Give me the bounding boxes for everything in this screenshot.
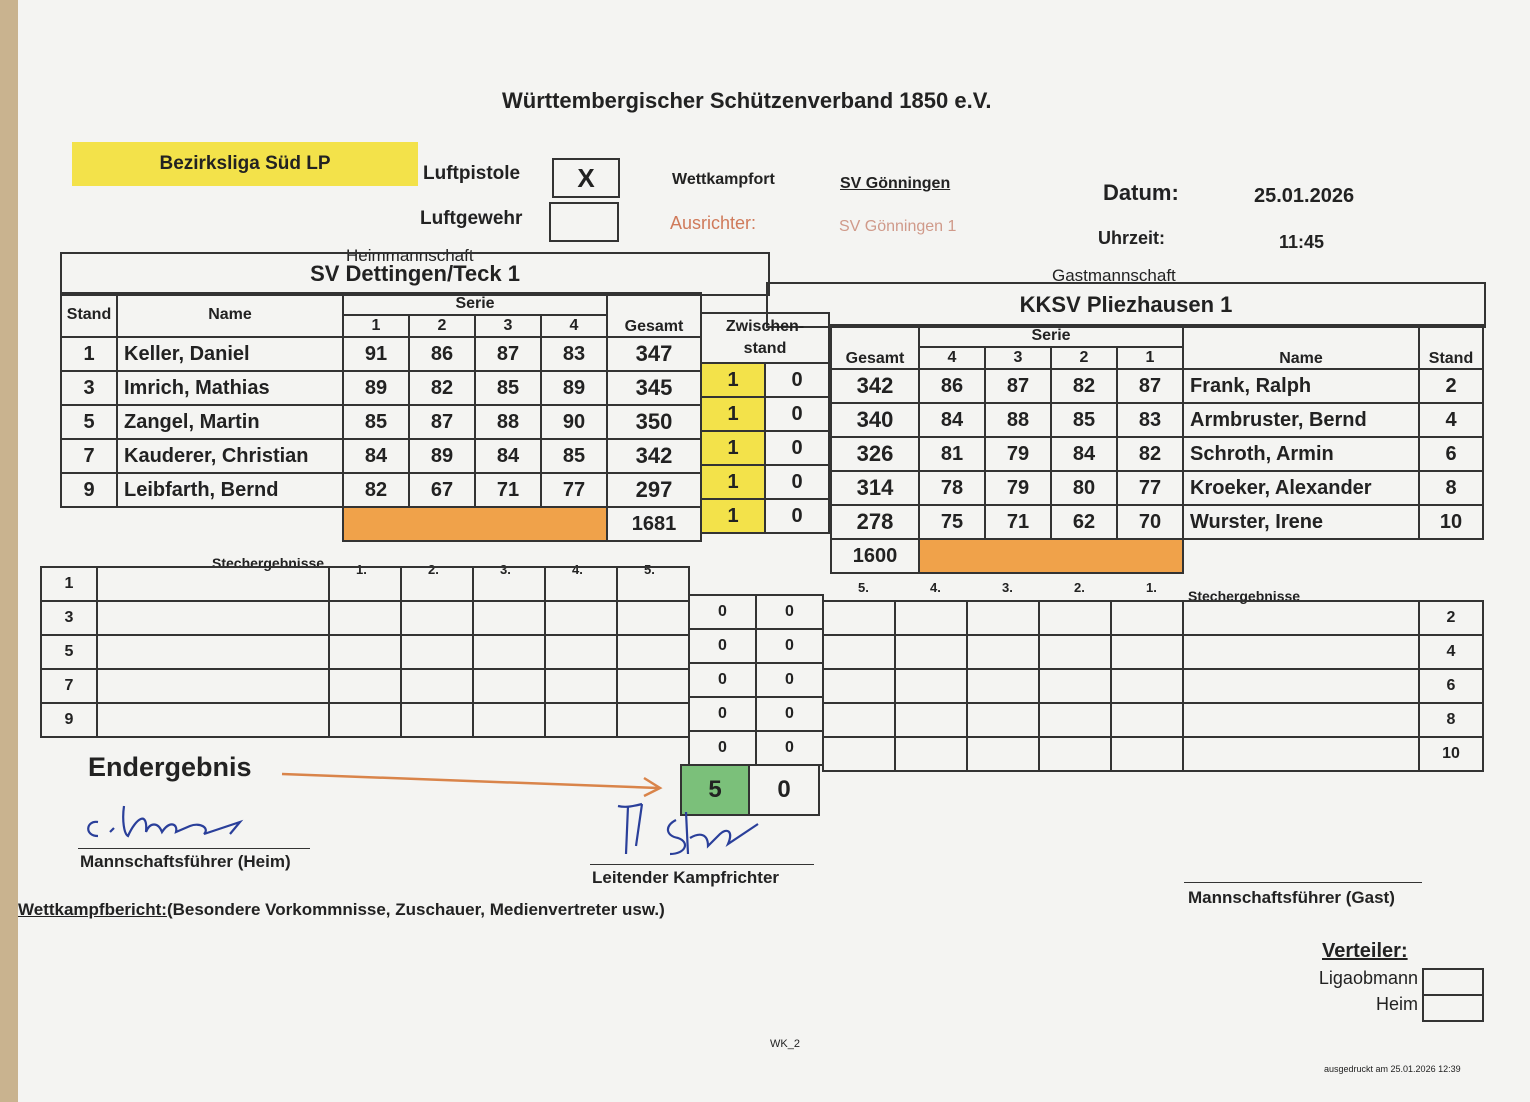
guest-team-total: 1600 <box>831 539 919 573</box>
guest-tiebreak-cell[interactable] <box>1111 703 1183 737</box>
tiebreak-col-label: 2. <box>1074 580 1085 595</box>
interim-home-point: 1 <box>701 363 765 397</box>
tiebreak-points-row <box>689 697 823 731</box>
referee-line <box>590 864 814 865</box>
final-home-score: 5 <box>680 764 750 816</box>
guest-serie-num: 4 <box>919 347 985 369</box>
home-tiebreak-cell[interactable] <box>401 567 473 601</box>
home-tiebreak-cell[interactable] <box>617 703 689 737</box>
home-captain-label: Mannschaftsführer (Heim) <box>80 852 291 871</box>
home-row <box>61 405 701 439</box>
final-result-label: Endergebnis <box>88 752 252 782</box>
date-value: 25.01.2026 <box>1254 185 1355 207</box>
guest-shooter-total: 340 <box>831 403 919 437</box>
org-title: Württembergischer Schützenverband 1850 e.V. <box>502 88 992 113</box>
guest-serie-score: 87 <box>1117 369 1183 403</box>
home-tiebreak-row <box>41 601 689 635</box>
home-serie-score: 91 <box>343 337 409 371</box>
home-tiebreak-cell[interactable] <box>617 669 689 703</box>
home-tiebreak-row <box>41 635 689 669</box>
guest-shooter-name: Armbruster, Bernd <box>1183 403 1419 437</box>
home-captain-signature <box>80 798 280 846</box>
home-tiebreak-cell[interactable] <box>473 669 545 703</box>
report-label: Wettkampfbericht: <box>18 900 167 919</box>
home-tiebreak-cell[interactable] <box>329 601 401 635</box>
interim-home-point: 1 <box>701 397 765 431</box>
venue-value: SV Gönningen <box>840 175 951 192</box>
guest-tiebreak-cell[interactable] <box>967 737 1039 771</box>
guest-tiebreak-cell[interactable] <box>967 669 1039 703</box>
tiebreak-guest-point: 0 <box>756 663 823 697</box>
guest-tiebreak-cell[interactable] <box>1039 669 1111 703</box>
home-tiebreak-cell[interactable] <box>329 703 401 737</box>
guest-tiebreak-row <box>823 601 1483 635</box>
tiebreak-col-label: 1. <box>1146 580 1157 595</box>
guest-serie-num: 2 <box>1051 347 1117 369</box>
tiebreak-col-label: 5. <box>644 562 655 577</box>
tiebreak-points-row <box>689 595 823 629</box>
tiebreak-home-point: 0 <box>689 697 756 731</box>
guest-shooter-name: Schroth, Armin <box>1183 437 1419 471</box>
home-tiebreak-cell[interactable] <box>401 703 473 737</box>
home-serie-score: 87 <box>409 405 475 439</box>
tiebreak-col-label: 1. <box>356 562 367 577</box>
home-serie-score: 86 <box>409 337 475 371</box>
home-serie-score: 87 <box>475 337 541 371</box>
league-badge: Bezirksliga Süd LP <box>72 142 418 186</box>
interim-guest-point: 0 <box>765 465 829 499</box>
home-shooter-total: 347 <box>607 337 701 371</box>
guest-serie-score: 79 <box>985 471 1051 505</box>
home-tiebreak-stand: 9 <box>41 703 97 737</box>
form-id: WK_2 <box>770 1038 800 1050</box>
host-label: Ausrichter: <box>670 213 757 233</box>
guest-tiebreak-cell[interactable] <box>823 737 895 771</box>
guest-tiebreak-cell[interactable] <box>895 737 967 771</box>
discipline-lp-label: Luftpistole <box>423 163 521 184</box>
tiebreak-points-row <box>689 663 823 697</box>
home-sum-bar <box>343 507 607 541</box>
guest-col-name: Name <box>1183 325 1419 369</box>
tiebreak-guest-point: 0 <box>756 629 823 663</box>
guest-tiebreak-cell[interactable] <box>1111 635 1183 669</box>
guest-tiebreak-cell[interactable] <box>895 601 967 635</box>
guest-tiebreak-cell[interactable] <box>1039 703 1111 737</box>
home-serie-score: 77 <box>541 473 607 507</box>
home-tiebreak-stand: 1 <box>41 567 97 601</box>
guest-tiebreak-stand: 8 <box>1419 703 1483 737</box>
home-tiebreak-cell[interactable] <box>545 669 617 703</box>
guest-row <box>831 369 1483 403</box>
guest-row <box>831 505 1483 539</box>
home-stand: 9 <box>61 473 117 507</box>
guest-tiebreak-row <box>823 669 1483 703</box>
distribution-item-ligaobmann: Ligaobmann <box>1318 968 1418 988</box>
guest-shooter-total: 278 <box>831 505 919 539</box>
guest-tiebreak-cell[interactable] <box>1183 737 1419 771</box>
guest-tiebreak-row <box>823 703 1483 737</box>
host-value: SV Gönningen 1 <box>839 218 957 235</box>
guest-stand: 4 <box>1419 403 1483 437</box>
guest-captain-label: Mannschaftsführer (Gast) <box>1188 888 1395 907</box>
guest-tiebreak-cell[interactable] <box>1039 601 1111 635</box>
home-team-name: SV Dettingen/Teck 1 <box>60 252 770 296</box>
interim-guest-point: 0 <box>765 363 829 397</box>
interim-row <box>701 431 829 465</box>
final-guest-score: 0 <box>748 764 820 816</box>
guest-tiebreak-table <box>822 600 1484 772</box>
home-tiebreak-cell[interactable] <box>97 669 329 703</box>
distribution-checkbox-ligaobmann[interactable] <box>1422 968 1484 996</box>
home-tiebreak-cell[interactable] <box>329 635 401 669</box>
discipline-lg-checkbox[interactable] <box>549 202 619 242</box>
guest-tiebreak-cell[interactable] <box>1183 601 1419 635</box>
guest-col-serie: Serie <box>919 325 1183 347</box>
guest-serie-score: 86 <box>919 369 985 403</box>
home-tiebreak-cell[interactable] <box>97 703 329 737</box>
home-serie-score: 90 <box>541 405 607 439</box>
home-serie-score: 89 <box>541 371 607 405</box>
tiebreak-guest-point: 0 <box>756 731 823 765</box>
guest-tiebreak-cell[interactable] <box>895 669 967 703</box>
report-line <box>18 900 665 920</box>
tiebreak-points-row <box>689 629 823 663</box>
home-tiebreak-cell[interactable] <box>617 635 689 669</box>
home-row <box>61 439 701 473</box>
interim-row <box>701 363 829 397</box>
guest-captain-line <box>1184 882 1422 883</box>
tiebreak-home-point: 0 <box>689 629 756 663</box>
home-shooter-name: Zangel, Martin <box>117 405 343 439</box>
interim-row <box>701 499 829 533</box>
discipline-lp-checkbox[interactable]: X <box>552 158 620 198</box>
tiebreak-home-point: 0 <box>689 595 756 629</box>
guest-tiebreak-cell[interactable] <box>823 635 895 669</box>
guest-tiebreak-cell[interactable] <box>1183 703 1419 737</box>
home-tiebreak-stand: 3 <box>41 601 97 635</box>
home-team-total: 1681 <box>607 507 701 541</box>
home-tiebreak-cell[interactable] <box>473 601 545 635</box>
guest-serie-score: 80 <box>1051 471 1117 505</box>
guest-serie-score: 88 <box>985 403 1051 437</box>
guest-shooter-name: Wurster, Irene <box>1183 505 1419 539</box>
tiebreak-points-table <box>688 594 824 766</box>
home-serie-num: 2 <box>409 315 475 337</box>
home-row <box>61 337 701 371</box>
report-text: (Besondere Vorkommnisse, Zuschauer, Medienvertreter usw.) <box>166 900 665 919</box>
guest-tiebreak-stand: 4 <box>1419 635 1483 669</box>
home-tiebreak-cell[interactable] <box>401 601 473 635</box>
interim-home-point: 1 <box>701 431 765 465</box>
tiebreak-col-label: 3. <box>500 562 511 577</box>
guest-tiebreak-columns <box>830 580 1190 598</box>
home-tiebreak-row <box>41 703 689 737</box>
distribution-item-heim: Heim <box>1375 994 1418 1014</box>
guest-serie-num: 1 <box>1117 347 1183 369</box>
discipline-lg-label: Luftgewehr <box>420 208 523 229</box>
home-serie-score: 84 <box>343 439 409 473</box>
interim-row <box>701 465 829 499</box>
home-shooter-total: 350 <box>607 405 701 439</box>
home-tiebreak-cell[interactable] <box>545 703 617 737</box>
home-stand: 7 <box>61 439 117 473</box>
tiebreak-col-label: 5. <box>858 580 869 595</box>
home-row <box>61 473 701 507</box>
guest-tiebreak-cell[interactable] <box>1183 635 1419 669</box>
guest-serie-score: 85 <box>1051 403 1117 437</box>
home-tiebreak-label: Stechergebnisse <box>212 555 325 571</box>
home-shooter-total: 342 <box>607 439 701 473</box>
guest-stand: 10 <box>1419 505 1483 539</box>
guest-serie-score: 78 <box>919 471 985 505</box>
guest-serie-score: 81 <box>919 437 985 471</box>
guest-role-label: Gastmannschaft <box>1052 266 1176 285</box>
home-col-gesamt: Gesamt <box>607 293 701 337</box>
interim-label: Zwischen- stand <box>701 313 829 363</box>
interim-home-point: 1 <box>701 465 765 499</box>
home-shooter-total: 297 <box>607 473 701 507</box>
home-tiebreak-cell[interactable] <box>545 601 617 635</box>
guest-tiebreak-cell[interactable] <box>1111 601 1183 635</box>
interim-guest-point: 0 <box>765 397 829 431</box>
referee-signature <box>608 798 788 866</box>
guest-tiebreak-cell[interactable] <box>823 669 895 703</box>
guest-shooter-total: 342 <box>831 369 919 403</box>
home-col-serie: Serie <box>343 293 607 315</box>
guest-row <box>831 403 1483 437</box>
interim-guest-point: 0 <box>765 431 829 465</box>
guest-serie-score: 82 <box>1117 437 1183 471</box>
guest-serie-num: 3 <box>985 347 1051 369</box>
guest-shooter-name: Frank, Ralph <box>1183 369 1419 403</box>
guest-serie-score: 71 <box>985 505 1051 539</box>
home-shooter-name: Leibfarth, Bernd <box>117 473 343 507</box>
guest-tiebreak-cell[interactable] <box>967 635 1039 669</box>
home-tiebreak-cell[interactable] <box>545 635 617 669</box>
guest-tiebreak-row <box>823 635 1483 669</box>
home-tiebreak-cell[interactable] <box>401 635 473 669</box>
tiebreak-col-label: 4. <box>572 562 583 577</box>
guest-tiebreak-cell[interactable] <box>967 703 1039 737</box>
time-label: Uhrzeit: <box>1098 228 1165 248</box>
interim-home-point: 1 <box>701 499 765 533</box>
guest-results-table <box>830 324 1484 574</box>
home-stand: 5 <box>61 405 117 439</box>
home-shooter-total: 345 <box>607 371 701 405</box>
guest-row <box>831 437 1483 471</box>
time-value: 11:45 <box>1279 232 1325 252</box>
guest-tiebreak-cell[interactable] <box>1039 737 1111 771</box>
guest-serie-score: 87 <box>985 369 1051 403</box>
home-tiebreak-cell[interactable] <box>545 567 617 601</box>
guest-serie-score: 83 <box>1117 403 1183 437</box>
guest-sum-bar <box>919 539 1183 573</box>
home-serie-score: 85 <box>475 371 541 405</box>
home-tiebreak-cell[interactable] <box>473 567 545 601</box>
home-tiebreak-stand: 5 <box>41 635 97 669</box>
home-tiebreak-cell[interactable] <box>617 567 689 601</box>
tiebreak-home-point: 0 <box>689 731 756 765</box>
home-col-name: Name <box>117 293 343 337</box>
guest-tiebreak-cell[interactable] <box>823 601 895 635</box>
guest-serie-score: 82 <box>1051 369 1117 403</box>
score-sheet <box>18 0 1530 1102</box>
guest-tiebreak-cell[interactable] <box>895 703 967 737</box>
home-row <box>61 371 701 405</box>
guest-serie-score: 84 <box>1051 437 1117 471</box>
home-tiebreak-cell[interactable] <box>473 703 545 737</box>
home-serie-score: 71 <box>475 473 541 507</box>
home-serie-score: 82 <box>343 473 409 507</box>
home-col-stand: Stand <box>61 293 117 337</box>
date-label: Datum: <box>1103 180 1179 205</box>
home-serie-score: 85 <box>343 405 409 439</box>
home-serie-num: 3 <box>475 315 541 337</box>
interim-guest-point: 0 <box>765 499 829 533</box>
home-shooter-name: Kauderer, Christian <box>117 439 343 473</box>
guest-tiebreak-row <box>823 737 1483 771</box>
guest-tiebreak-cell[interactable] <box>1111 669 1183 703</box>
guest-tiebreak-cell[interactable] <box>823 703 895 737</box>
guest-shooter-total: 314 <box>831 471 919 505</box>
home-tiebreak-table <box>40 566 690 738</box>
guest-tiebreak-cell[interactable] <box>1183 669 1419 703</box>
tiebreak-col-label: 2. <box>428 562 439 577</box>
home-tiebreak-cell[interactable] <box>473 635 545 669</box>
tiebreak-points-row <box>689 731 823 765</box>
guest-stand: 6 <box>1419 437 1483 471</box>
home-tiebreak-cell[interactable] <box>97 567 329 601</box>
home-tiebreak-cell[interactable] <box>401 669 473 703</box>
home-shooter-name: Imrich, Mathias <box>117 371 343 405</box>
final-arrow-icon <box>278 762 668 798</box>
home-serie-score: 67 <box>409 473 475 507</box>
home-serie-score: 85 <box>541 439 607 473</box>
guest-tiebreak-stand: 2 <box>1419 601 1483 635</box>
guest-shooter-total: 326 <box>831 437 919 471</box>
guest-row <box>831 471 1483 505</box>
home-serie-num: 4 <box>541 315 607 337</box>
home-role-label: Heimmannschaft <box>346 246 474 265</box>
home-tiebreak-cell[interactable] <box>97 635 329 669</box>
home-serie-score: 82 <box>409 371 475 405</box>
home-serie-score: 84 <box>475 439 541 473</box>
distribution-checkbox-heim[interactable] <box>1422 994 1484 1022</box>
guest-shooter-name: Kroeker, Alexander <box>1183 471 1419 505</box>
home-tiebreak-cell[interactable] <box>329 669 401 703</box>
home-serie-score: 88 <box>475 405 541 439</box>
guest-serie-score: 62 <box>1051 505 1117 539</box>
home-tiebreak-row <box>41 567 689 601</box>
guest-tiebreak-cell[interactable] <box>967 601 1039 635</box>
referee-label: Leitender Kampfrichter <box>592 868 780 887</box>
guest-stand: 2 <box>1419 369 1483 403</box>
tiebreak-guest-point: 0 <box>756 595 823 629</box>
interim-row <box>701 397 829 431</box>
home-serie-score: 89 <box>343 371 409 405</box>
interim-score-table <box>700 312 830 534</box>
guest-tiebreak-cell[interactable] <box>1111 737 1183 771</box>
tiebreak-home-point: 0 <box>689 663 756 697</box>
print-timestamp: ausgedruckt am 25.01.2026 12:39 <box>1324 1064 1461 1074</box>
guest-serie-score: 77 <box>1117 471 1183 505</box>
guest-tiebreak-label: Stechergebnisse <box>1188 588 1301 604</box>
guest-tiebreak-stand: 10 <box>1419 737 1483 771</box>
guest-stand: 8 <box>1419 471 1483 505</box>
distribution-label: Verteiler: <box>1322 940 1408 962</box>
home-serie-score: 83 <box>541 337 607 371</box>
venue-label: Wettkampfort <box>672 171 775 188</box>
guest-col-stand: Stand <box>1419 325 1483 369</box>
home-tiebreak-cell[interactable] <box>329 567 401 601</box>
home-tiebreak-cell[interactable] <box>617 601 689 635</box>
guest-tiebreak-cell[interactable] <box>895 635 967 669</box>
home-serie-num: 1 <box>343 315 409 337</box>
guest-serie-score: 70 <box>1117 505 1183 539</box>
guest-serie-score: 79 <box>985 437 1051 471</box>
home-tiebreak-cell[interactable] <box>97 601 329 635</box>
guest-team-name: KKSV Pliezhausen 1 <box>766 282 1486 328</box>
guest-tiebreak-stand: 6 <box>1419 669 1483 703</box>
home-shooter-name: Keller, Daniel <box>117 337 343 371</box>
guest-col-gesamt: Gesamt <box>831 325 919 369</box>
tiebreak-col-label: 4. <box>930 580 941 595</box>
home-captain-line <box>78 848 310 849</box>
tiebreak-guest-point: 0 <box>756 697 823 731</box>
home-results-table <box>60 292 702 542</box>
home-tiebreak-row <box>41 669 689 703</box>
guest-tiebreak-cell[interactable] <box>1039 635 1111 669</box>
home-serie-score: 89 <box>409 439 475 473</box>
home-stand: 3 <box>61 371 117 405</box>
home-stand: 1 <box>61 337 117 371</box>
tiebreak-col-label: 3. <box>1002 580 1013 595</box>
guest-serie-score: 75 <box>919 505 985 539</box>
home-tiebreak-stand: 7 <box>41 669 97 703</box>
guest-serie-score: 84 <box>919 403 985 437</box>
